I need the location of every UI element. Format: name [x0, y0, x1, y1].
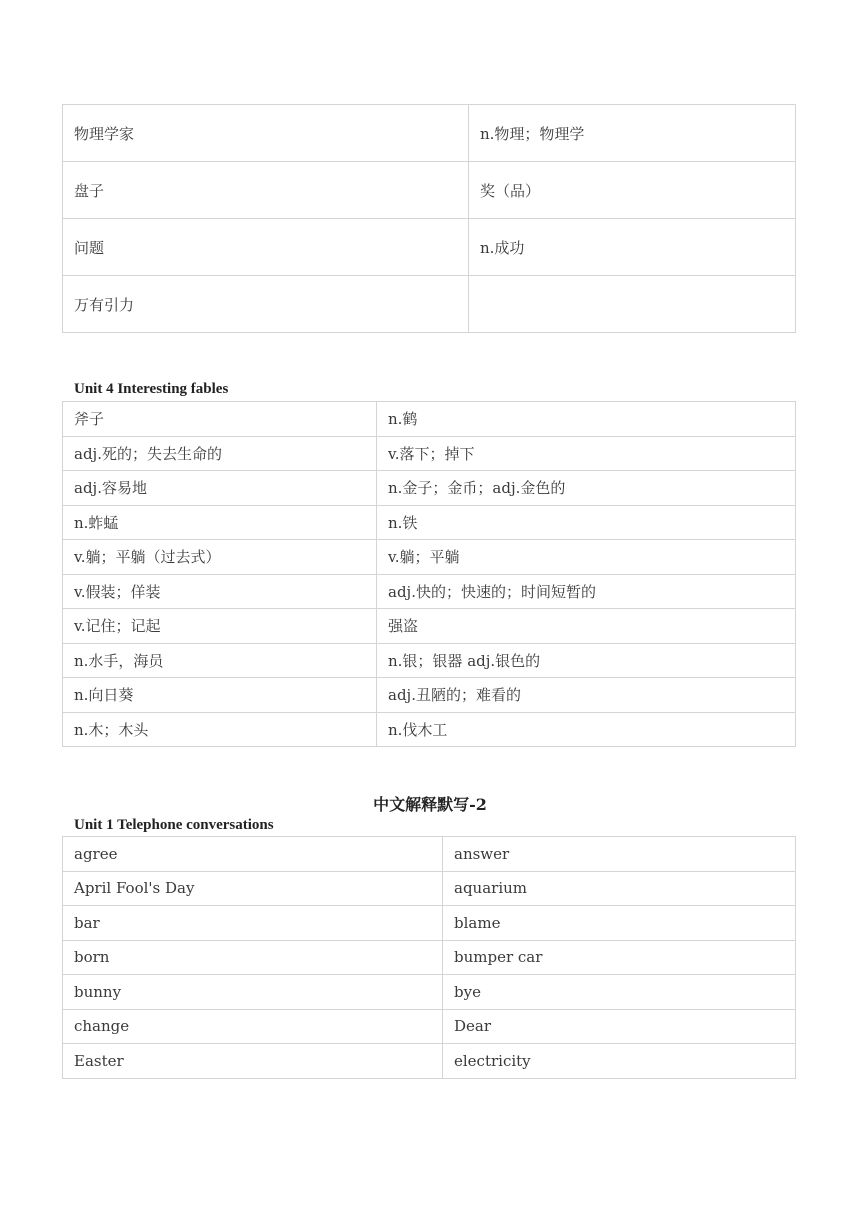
table-cell: n.木；木头: [63, 712, 377, 747]
table-cell: n.物理；物理学: [469, 105, 796, 162]
table-cell: v.记住；记起: [63, 609, 377, 644]
unit4-vocab-table-body: [63, 402, 796, 747]
table-cell: v.假装；佯装: [63, 574, 377, 609]
table-cell: n.水手，海员: [63, 643, 377, 678]
table-cell: bye: [443, 975, 796, 1010]
table-row: [63, 162, 796, 219]
table-cell: 物理学家: [63, 105, 469, 162]
table-row: [63, 712, 796, 747]
table-row: [63, 975, 796, 1010]
table-cell: April Fool's Day: [63, 871, 443, 906]
table-row: [63, 505, 796, 540]
table-cell: blame: [443, 906, 796, 941]
table-cell: n.向日葵: [63, 678, 377, 713]
table-cell: bar: [63, 906, 443, 941]
table-cell: agree: [63, 837, 443, 872]
table-row: [63, 436, 796, 471]
table-cell: n.金子；金币；adj.金色的: [377, 471, 796, 506]
table-row: [63, 105, 796, 162]
section-title: 中文解释默写-2: [373, 795, 487, 814]
table-cell: n.成功: [469, 219, 796, 276]
table-row: [63, 540, 796, 575]
table-cell: n.银；银器 adj.银色的: [377, 643, 796, 678]
vocab-table-1: [62, 104, 796, 333]
table-row: [63, 574, 796, 609]
unit1-heading: Unit 1 Telephone conversations: [74, 817, 274, 833]
table-cell: adj.快的；快速的；时间短暂的: [377, 574, 796, 609]
table-cell: 奖（品）: [469, 162, 796, 219]
table-cell: change: [63, 1009, 443, 1044]
table-row: [63, 219, 796, 276]
table-row: [63, 940, 796, 975]
table-cell: bunny: [63, 975, 443, 1010]
table-cell: 万有引力: [63, 276, 469, 333]
table-row: [63, 1044, 796, 1079]
table-row: [63, 1009, 796, 1044]
table-cell: adj.丑陋的；难看的: [377, 678, 796, 713]
table-cell: 盘子: [63, 162, 469, 219]
unit1-vocab-table-body: [63, 837, 796, 1079]
table-cell: v.躺；平躺（过去式）: [63, 540, 377, 575]
unit4-vocab-table: [62, 401, 796, 747]
unit1-vocab-table: [62, 836, 796, 1079]
table-cell: n.铁: [377, 505, 796, 540]
unit4-heading: Unit 4 Interesting fables: [74, 381, 229, 397]
table-row: [63, 276, 796, 333]
table-cell: answer: [443, 837, 796, 872]
table-cell: bumper car: [443, 940, 796, 975]
table-row: [63, 471, 796, 506]
table-cell: v.躺；平躺: [377, 540, 796, 575]
table-cell: Easter: [63, 1044, 443, 1079]
table-cell: adj.容易地: [63, 471, 377, 506]
table-cell: n.蚱蜢: [63, 505, 377, 540]
table-row: [63, 643, 796, 678]
vocab-table-1-body: [63, 105, 796, 333]
table-row: [63, 906, 796, 941]
table-cell: [469, 276, 796, 333]
table-cell: aquarium: [443, 871, 796, 906]
table-cell: 斧子: [63, 402, 377, 437]
table-cell: n.伐木工: [377, 712, 796, 747]
table-row: [63, 402, 796, 437]
table-row: [63, 837, 796, 872]
table-cell: 强盗: [377, 609, 796, 644]
table-row: [63, 871, 796, 906]
table-row: [63, 609, 796, 644]
table-cell: n.鹤: [377, 402, 796, 437]
table-row: [63, 678, 796, 713]
table-cell: electricity: [443, 1044, 796, 1079]
table-cell: adj.死的；失去生命的: [63, 436, 377, 471]
table-cell: Dear: [443, 1009, 796, 1044]
table-cell: v.落下；掉下: [377, 436, 796, 471]
table-cell: born: [63, 940, 443, 975]
table-cell: 问题: [63, 219, 469, 276]
